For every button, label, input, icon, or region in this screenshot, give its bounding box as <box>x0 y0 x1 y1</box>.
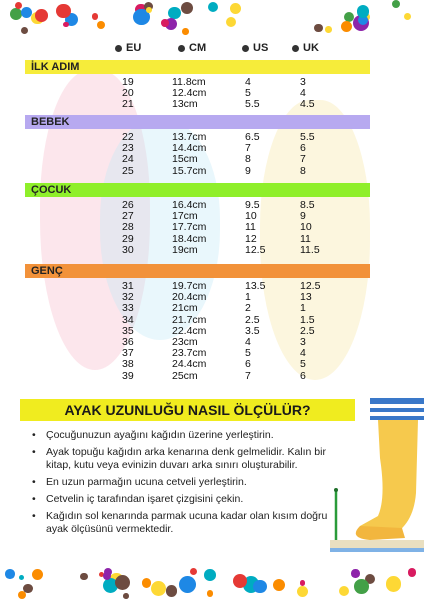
cell-cm: 20.4cm <box>172 291 207 304</box>
cell-us: 5 <box>245 87 251 100</box>
cell-eu: 20 <box>122 87 134 100</box>
cell-uk: 12.5 <box>300 280 321 292</box>
size-row <box>20 154 400 165</box>
bottom-dots-decoration <box>0 565 424 600</box>
cell-uk: 6 <box>300 369 306 382</box>
decor-dot <box>181 2 193 14</box>
size-row <box>20 292 400 303</box>
decor-dot <box>18 591 26 599</box>
cell-cm: 19.7cm <box>172 280 207 292</box>
cell-cm: 21.7cm <box>172 313 207 326</box>
cell-uk: 13 <box>300 291 312 304</box>
size-row <box>20 200 400 211</box>
cell-uk: 2.5 <box>300 324 315 337</box>
decor-dot <box>325 26 332 33</box>
decor-dot <box>80 573 88 581</box>
cell-us: 12 <box>245 232 257 245</box>
cell-us: 2 <box>245 302 251 315</box>
cell-eu: 22 <box>122 131 134 143</box>
cell-us: 5 <box>245 347 251 360</box>
decor-dot <box>404 13 411 20</box>
group-label: BEBEK <box>31 116 70 128</box>
cell-uk: 3 <box>300 336 306 348</box>
size-row <box>20 359 400 370</box>
cell-uk: 8 <box>300 164 306 177</box>
decor-dot <box>56 4 70 18</box>
cell-eu: 33 <box>122 302 134 315</box>
decor-dot <box>97 21 105 29</box>
column-header-uk: UK <box>292 42 319 54</box>
cell-us: 6 <box>245 358 251 371</box>
size-row <box>20 371 400 382</box>
group-band <box>25 115 370 129</box>
decor-dot <box>386 576 401 591</box>
cell-cm: 15cm <box>172 153 198 166</box>
decor-dot <box>179 576 196 593</box>
decor-dot <box>32 569 43 580</box>
instruction-item: • En uzun parmağın ucuna cetveli yerleştirin. <box>30 476 330 489</box>
size-row <box>20 77 400 88</box>
measure-title: AYAK UZUNLUĞU NASIL ÖLÇÜLÜR? <box>64 402 311 418</box>
decor-dot <box>273 579 285 591</box>
cell-us: 7 <box>245 369 251 382</box>
cell-uk: 10 <box>300 221 312 234</box>
cell-cm: 11.8cm <box>172 76 206 88</box>
decor-dot <box>35 9 47 21</box>
cell-us: 2.5 <box>245 313 260 326</box>
cell-us: 13.5 <box>245 280 266 292</box>
decor-dot <box>10 8 22 20</box>
group-label: İLK ADIM <box>31 61 80 73</box>
cell-cm: 15.7cm <box>172 164 207 177</box>
decor-dot <box>151 581 166 596</box>
cell-eu: 35 <box>122 324 134 337</box>
decor-dot <box>63 22 68 27</box>
decor-dot <box>314 24 322 32</box>
decor-dot <box>204 569 216 581</box>
cell-us: 10 <box>245 210 257 223</box>
group-band <box>25 264 370 278</box>
decor-dot <box>19 575 25 581</box>
measure-title-bar <box>20 399 355 421</box>
decor-dot <box>115 575 130 590</box>
decor-dot <box>182 28 188 34</box>
cell-us: 4 <box>245 336 251 348</box>
decor-dot <box>354 579 369 594</box>
decor-dot <box>339 586 349 596</box>
decor-dot <box>226 17 236 27</box>
top-dots-decoration <box>0 0 424 40</box>
cell-cm: 18.4cm <box>172 232 207 245</box>
cell-eu: 26 <box>122 199 134 211</box>
cell-eu: 21 <box>122 98 134 111</box>
cell-us: 11 <box>245 221 256 234</box>
decor-dot <box>190 568 197 575</box>
cell-uk: 4 <box>300 347 306 360</box>
cell-eu: 39 <box>122 369 134 382</box>
cell-cm: 17cm <box>172 210 198 223</box>
cell-uk: 11.5 <box>300 243 320 256</box>
decor-dot <box>392 0 400 8</box>
instruction-item: • Kağıdın sol kenarında parmak ucuna kadar olan kısım doğru ayak ölçüsünü vermektedir. <box>30 510 330 536</box>
cell-cm: 23cm <box>172 336 198 348</box>
decor-dot <box>341 21 352 32</box>
decor-dot <box>351 569 359 577</box>
cell-uk: 7 <box>300 153 306 166</box>
cell-eu: 29 <box>122 232 134 245</box>
decor-dot <box>123 593 129 599</box>
size-row <box>20 315 400 326</box>
cell-eu: 24 <box>122 153 134 166</box>
decor-dot <box>297 586 308 597</box>
cell-eu: 31 <box>122 280 134 292</box>
cell-cm: 25cm <box>172 369 198 382</box>
cell-eu: 19 <box>122 76 134 88</box>
column-header-cm: CM <box>178 42 206 54</box>
cell-us: 5.5 <box>245 98 260 111</box>
cell-cm: 21cm <box>172 302 198 315</box>
cell-us: 9.5 <box>245 199 260 211</box>
decor-dot <box>253 580 267 594</box>
decor-dot <box>208 2 218 12</box>
cell-uk: 6 <box>300 142 306 155</box>
group-label: GENÇ <box>31 265 63 277</box>
size-row <box>20 143 400 154</box>
decor-dot <box>408 568 416 576</box>
cell-cm: 22.4cm <box>172 324 207 337</box>
cell-uk: 4 <box>300 87 306 100</box>
size-row <box>20 326 400 337</box>
instruction-item: • Çocuğunuzun ayağını kağıdın üzerine yerleştirin. <box>30 429 330 442</box>
cell-eu: 34 <box>122 313 134 326</box>
decor-dot <box>21 27 28 34</box>
instruction-list <box>30 429 330 540</box>
cell-us: 3.5 <box>245 324 260 337</box>
size-row <box>20 245 400 256</box>
cell-us: 12.5 <box>245 243 266 256</box>
cell-eu: 28 <box>122 221 134 234</box>
size-row <box>20 99 400 110</box>
decor-dot <box>161 19 169 27</box>
column-header-eu: EU <box>115 42 141 54</box>
decor-dot <box>146 7 152 13</box>
child-foot-measuring-illustration <box>330 398 424 563</box>
cell-uk: 9 <box>300 210 306 223</box>
cell-eu: 23 <box>122 142 134 155</box>
decor-dot <box>142 578 151 587</box>
decor-dot <box>92 13 99 20</box>
cell-eu: 30 <box>122 243 134 256</box>
cell-uk: 5.5 <box>300 131 315 143</box>
cell-us: 7 <box>245 142 251 155</box>
cell-us: 6.5 <box>245 131 260 143</box>
decor-dot <box>207 590 214 597</box>
cell-eu: 25 <box>122 164 134 177</box>
group-band <box>25 60 370 74</box>
cell-cm: 17.7cm <box>172 221 207 234</box>
cell-eu: 27 <box>122 210 134 223</box>
group-band <box>25 183 370 197</box>
cell-eu: 32 <box>122 291 134 304</box>
size-row <box>20 348 400 359</box>
size-row <box>20 281 400 292</box>
cell-us: 4 <box>245 76 251 88</box>
cell-uk: 1.5 <box>300 313 315 326</box>
size-row <box>20 234 400 245</box>
cell-uk: 1 <box>300 302 306 315</box>
size-row <box>20 88 400 99</box>
size-chart <box>20 40 400 395</box>
column-header-us: US <box>242 42 268 54</box>
cell-uk: 11 <box>300 232 311 245</box>
cell-cm: 19cm <box>172 243 198 256</box>
size-row <box>20 337 400 348</box>
cell-cm: 23.7cm <box>172 347 207 360</box>
cell-eu: 36 <box>122 336 134 348</box>
decor-dot <box>300 580 306 586</box>
group-label: ÇOCUK <box>31 184 72 196</box>
cell-us: 8 <box>245 153 251 166</box>
size-row <box>20 211 400 222</box>
cell-cm: 13.7cm <box>172 131 207 143</box>
cell-eu: 38 <box>122 358 134 371</box>
cell-cm: 14.4cm <box>172 142 207 155</box>
cell-uk: 8.5 <box>300 199 315 211</box>
cell-uk: 5 <box>300 358 306 371</box>
cell-cm: 24.4cm <box>172 358 207 371</box>
cell-cm: 13cm <box>172 98 198 111</box>
cell-us: 1 <box>245 291 251 304</box>
cell-uk: 4.5 <box>300 98 315 111</box>
cell-uk: 3 <box>300 76 306 88</box>
size-row <box>20 222 400 233</box>
cell-cm: 12.4cm <box>172 87 207 100</box>
instruction-item: • Cetvelin iç tarafından işaret çizgisini çekin. <box>30 493 330 506</box>
size-row <box>20 166 400 177</box>
decor-dot <box>166 585 178 597</box>
decor-dot <box>169 21 175 27</box>
size-row <box>20 132 400 143</box>
decor-dot <box>5 569 14 578</box>
size-row <box>20 303 400 314</box>
decor-dot <box>230 3 241 14</box>
cell-eu: 37 <box>122 347 134 360</box>
cell-cm: 16.4cm <box>172 199 207 211</box>
instruction-item: • Ayak topuğu kağıdın arka kenarına denk gelmelidir. Kalın bir kitap, kutu veya evinizin duvarı arka sınırı oluşturabilir. <box>30 446 330 472</box>
cell-us: 9 <box>245 164 251 177</box>
